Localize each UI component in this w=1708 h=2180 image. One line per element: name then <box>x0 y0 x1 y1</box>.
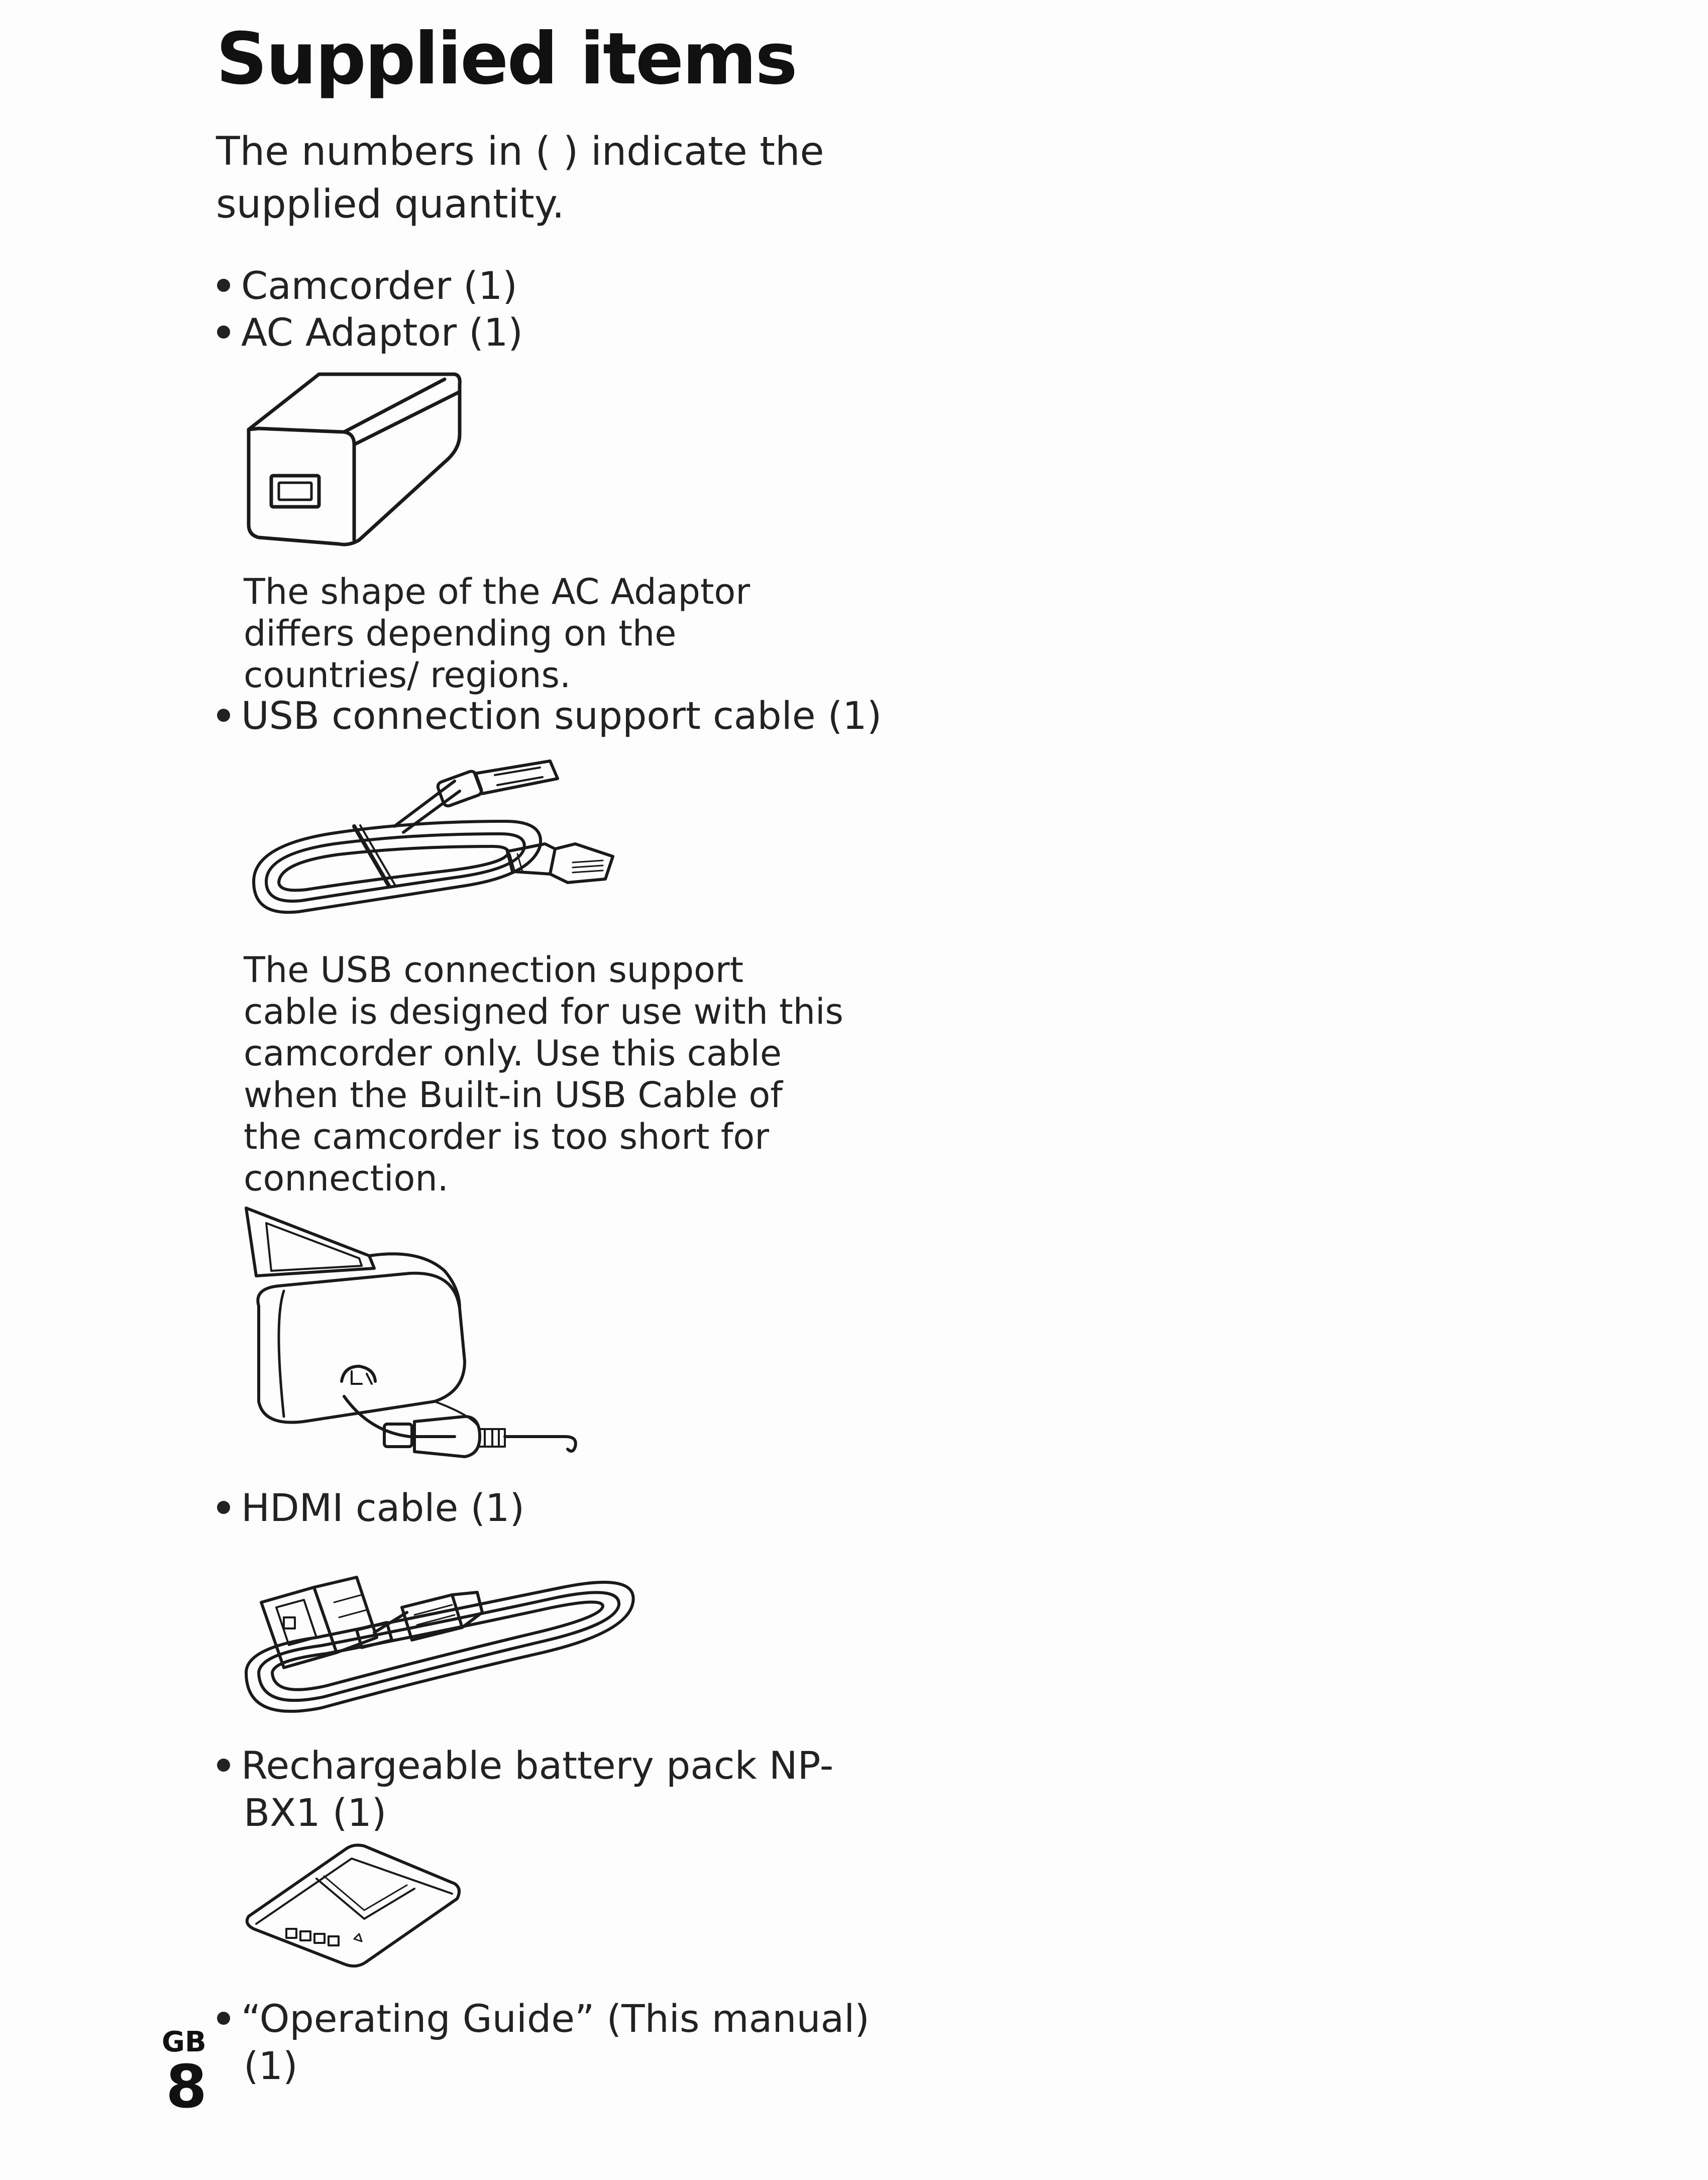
hdmi-cable-illustration <box>241 1547 643 1728</box>
intro-text: The numbers in ( ) indicate the supplied quantity. <box>216 129 824 227</box>
bullet-icon <box>217 1501 230 1514</box>
camcorder-connection-illustration <box>244 1201 585 1462</box>
item-label-continued: (1) <box>244 2043 298 2088</box>
list-item-ac-adaptor <box>217 309 523 356</box>
list-item-battery-pack <box>217 1742 833 1789</box>
list-item-hdmi-cable <box>217 1484 524 1532</box>
ac-adaptor-note: The shape of the AC Adaptor differs depending on the countries/ regions. <box>244 571 751 696</box>
page-title: Supplied items <box>216 18 796 100</box>
bullet-icon <box>217 709 230 722</box>
ac-adaptor-illustration <box>244 369 465 550</box>
bullet-icon <box>217 279 230 292</box>
item-label-continued: BX1 (1) <box>244 1790 387 1835</box>
usb-cable-note: The USB connection support cable is designed for use with this camcorder only. Use this cable when the Built-in USB Cable of the camcorder is too short for connection. <box>244 949 843 1199</box>
list-item-camcorder <box>217 262 517 309</box>
item-label: Camcorder (1) <box>241 263 517 308</box>
bullet-icon <box>217 1759 230 1772</box>
item-label: AC Adaptor (1) <box>241 310 523 355</box>
region-code: GB <box>162 2026 206 2058</box>
item-label: HDMI cable (1) <box>241 1485 525 1530</box>
list-item-usb-cable <box>217 692 882 739</box>
battery-pack-illustration <box>241 1841 462 1972</box>
bullet-icon <box>217 2012 230 2025</box>
page-number: 8 <box>166 2052 207 2121</box>
list-item-operating-guide <box>217 1995 870 2042</box>
bullet-icon <box>217 325 230 339</box>
item-label: Rechargeable battery pack NP- <box>241 1743 834 1788</box>
usb-cable-illustration <box>244 751 625 932</box>
item-label: “Operating Guide” (This manual) <box>241 1996 870 2041</box>
item-label: USB connection support cable (1) <box>241 693 882 738</box>
